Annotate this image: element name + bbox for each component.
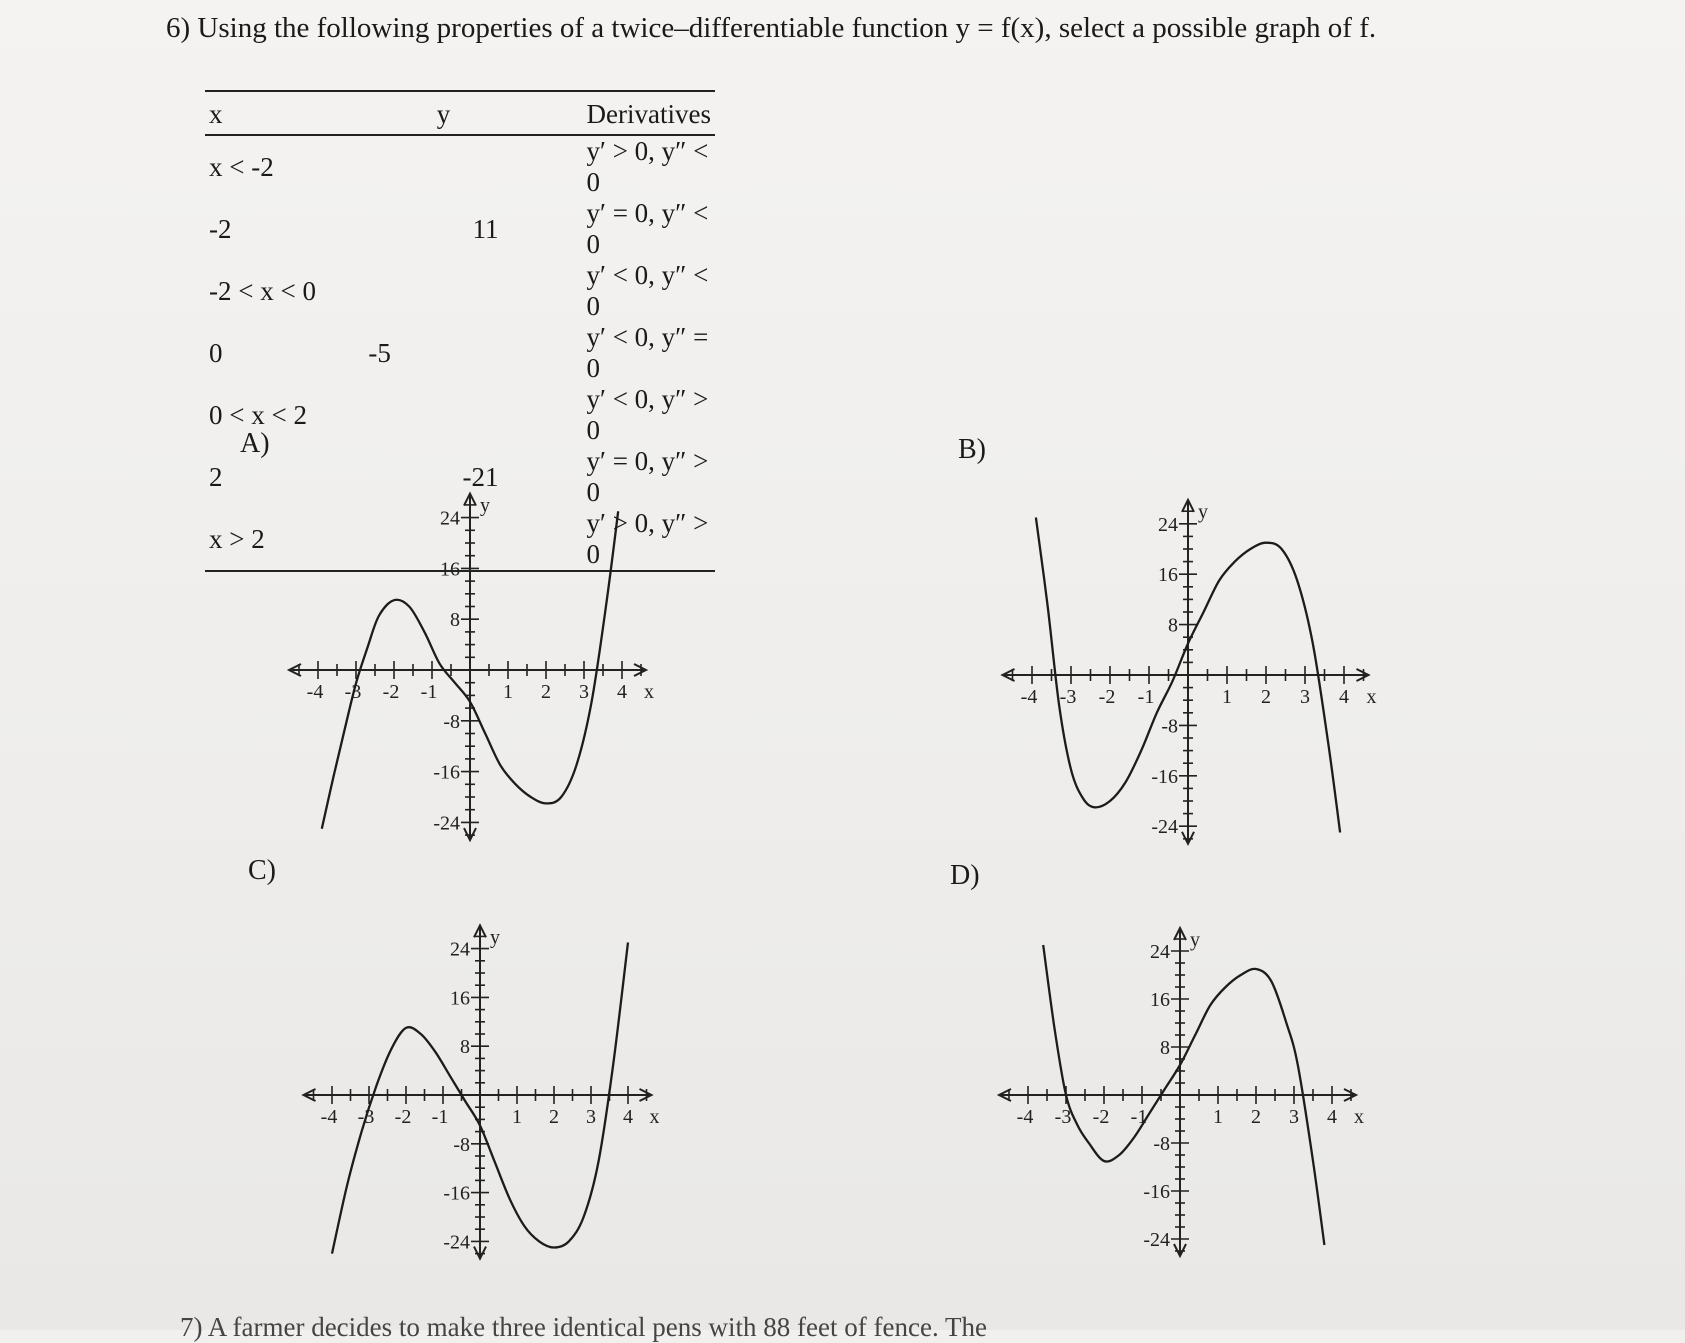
y-tick-label: 8: [460, 1036, 470, 1059]
x-tick-label: 3: [1289, 1106, 1299, 1128]
question-number: 6): [166, 12, 191, 44]
x-tick-label: 4: [623, 1106, 633, 1128]
x-tick-label: -1: [431, 1106, 449, 1128]
graph-d[interactable]: [980, 895, 1400, 1285]
row-derivatives: y′ = 0, y″ > 0: [586, 446, 709, 507]
y-tick-label: -16: [1143, 1181, 1170, 1203]
row-x: 0 < x < 2: [209, 399, 307, 430]
row-y: -21: [462, 461, 499, 492]
y-tick-label: 24: [450, 938, 470, 961]
y-tick-label: -8: [1161, 715, 1178, 738]
x-axis-label: x: [1366, 686, 1377, 708]
row-y: [358, 260, 528, 322]
x-tick-label: -3: [1059, 686, 1077, 708]
x-tick-label: -2: [1098, 686, 1116, 708]
x-tick-label: 3: [579, 681, 589, 703]
graph-c[interactable]: [280, 890, 700, 1280]
option-c-label[interactable]: C): [248, 855, 276, 886]
row-derivatives: y′ < 0, y″ = 0: [586, 322, 709, 383]
row-y: [358, 384, 528, 446]
table-row: [205, 135, 715, 198]
graph-b[interactable]: [985, 470, 1405, 860]
row-x: -2 < x < 0: [209, 275, 316, 306]
y-tick-label: -24: [433, 812, 460, 835]
x-tick-label: 1: [1222, 686, 1232, 708]
row-x: 2: [209, 461, 223, 492]
y-axis-label: y: [1190, 929, 1200, 951]
x-tick-label: 1: [1213, 1106, 1223, 1128]
option-b-label[interactable]: B): [958, 434, 986, 465]
graph-a[interactable]: [270, 465, 690, 855]
y-tick-label: 8: [1168, 614, 1178, 637]
y-tick-label: 8: [1160, 1037, 1170, 1059]
y-tick-label: 24: [440, 507, 460, 530]
x-tick-label: -1: [1130, 1106, 1148, 1128]
x-tick-label: -4: [1020, 686, 1038, 708]
y-tick-label: -24: [1143, 1229, 1170, 1251]
header-derivatives: Derivatives: [529, 91, 715, 135]
row-derivatives: y′ > 0, y″ > 0: [586, 508, 709, 569]
x-tick-label: 2: [1251, 1106, 1261, 1128]
row-x: 0: [209, 337, 223, 368]
y-axis-label: y: [480, 494, 490, 517]
table-row: [205, 260, 715, 322]
y-tick-label: 16: [1150, 989, 1170, 1011]
x-tick-label: 4: [617, 681, 627, 703]
x-tick-label: 1: [512, 1106, 522, 1128]
y-tick-label: 16: [440, 558, 460, 581]
x-axis-label: x: [649, 1106, 660, 1128]
y-tick-label: -16: [1151, 765, 1178, 788]
row-x: x < -2: [209, 151, 274, 182]
y-tick-label: -24: [443, 1231, 470, 1254]
x-tick-label: 1: [503, 681, 513, 703]
table-row: [205, 322, 715, 384]
row-y: [358, 135, 528, 198]
row-x: -2: [209, 213, 232, 244]
question-6: [166, 12, 1376, 45]
row-x: x > 2: [209, 523, 265, 554]
x-tick-label: 2: [541, 681, 551, 703]
y-tick-label: -8: [1153, 1133, 1170, 1155]
row-y: 11: [472, 213, 499, 244]
x-tick-label: -2: [1092, 1106, 1110, 1128]
y-tick-label: 8: [450, 609, 460, 632]
y-tick-label: -8: [443, 710, 460, 733]
table-row: [205, 384, 715, 446]
y-tick-label: 16: [1158, 564, 1178, 587]
x-tick-label: -3: [357, 1106, 375, 1128]
y-tick-label: -24: [1151, 816, 1178, 839]
y-axis-label: y: [1198, 500, 1208, 523]
y-axis-label: y: [490, 926, 500, 949]
option-d-label[interactable]: D): [950, 860, 980, 891]
x-tick-label: -4: [1016, 1106, 1034, 1128]
y-tick-label: -8: [453, 1133, 470, 1156]
x-tick-label: 4: [1339, 686, 1349, 708]
x-tick-label: 3: [586, 1106, 596, 1128]
y-tick-label: 24: [1150, 941, 1170, 963]
table-row: [205, 198, 715, 260]
x-tick-label: -4: [320, 1106, 338, 1128]
row-derivatives: y′ > 0, y″ < 0: [586, 136, 709, 197]
row-derivatives: y′ < 0, y″ < 0: [586, 260, 709, 321]
header-y: y: [358, 91, 528, 135]
x-tick-label: -1: [1137, 686, 1155, 708]
header-x: x: [205, 91, 358, 135]
x-axis-label: x: [644, 681, 654, 703]
option-a-label[interactable]: A): [240, 428, 270, 459]
x-tick-label: -4: [306, 681, 324, 703]
x-tick-label: -3: [344, 681, 362, 703]
x-tick-label: 2: [1261, 686, 1271, 708]
x-tick-label: 4: [1327, 1106, 1337, 1128]
question-text: Using the following properties of a twice–differentiable function y = f(x), select a possible graph of f.: [197, 12, 1377, 44]
row-derivatives: y′ = 0, y″ < 0: [586, 198, 709, 259]
x-axis-label: x: [1354, 1106, 1364, 1128]
x-tick-label: 2: [549, 1106, 559, 1128]
next-question-cutoff: 7) A farmer decides to make three identical pens with 88 feet of fence. The: [180, 1312, 987, 1342]
x-tick-label: -3: [1054, 1106, 1072, 1128]
x-tick-label: 3: [1300, 686, 1310, 708]
y-tick-label: -16: [433, 761, 460, 784]
y-tick-label: 24: [1158, 513, 1178, 536]
y-tick-label: 16: [450, 987, 470, 1010]
row-derivatives: y′ < 0, y″ > 0: [586, 384, 709, 445]
row-y: -5: [368, 337, 391, 368]
x-tick-label: -2: [382, 681, 400, 703]
y-tick-label: -16: [443, 1182, 470, 1205]
x-tick-label: -2: [394, 1106, 412, 1128]
table-header-row: [205, 91, 715, 135]
x-tick-label: -1: [420, 681, 438, 703]
